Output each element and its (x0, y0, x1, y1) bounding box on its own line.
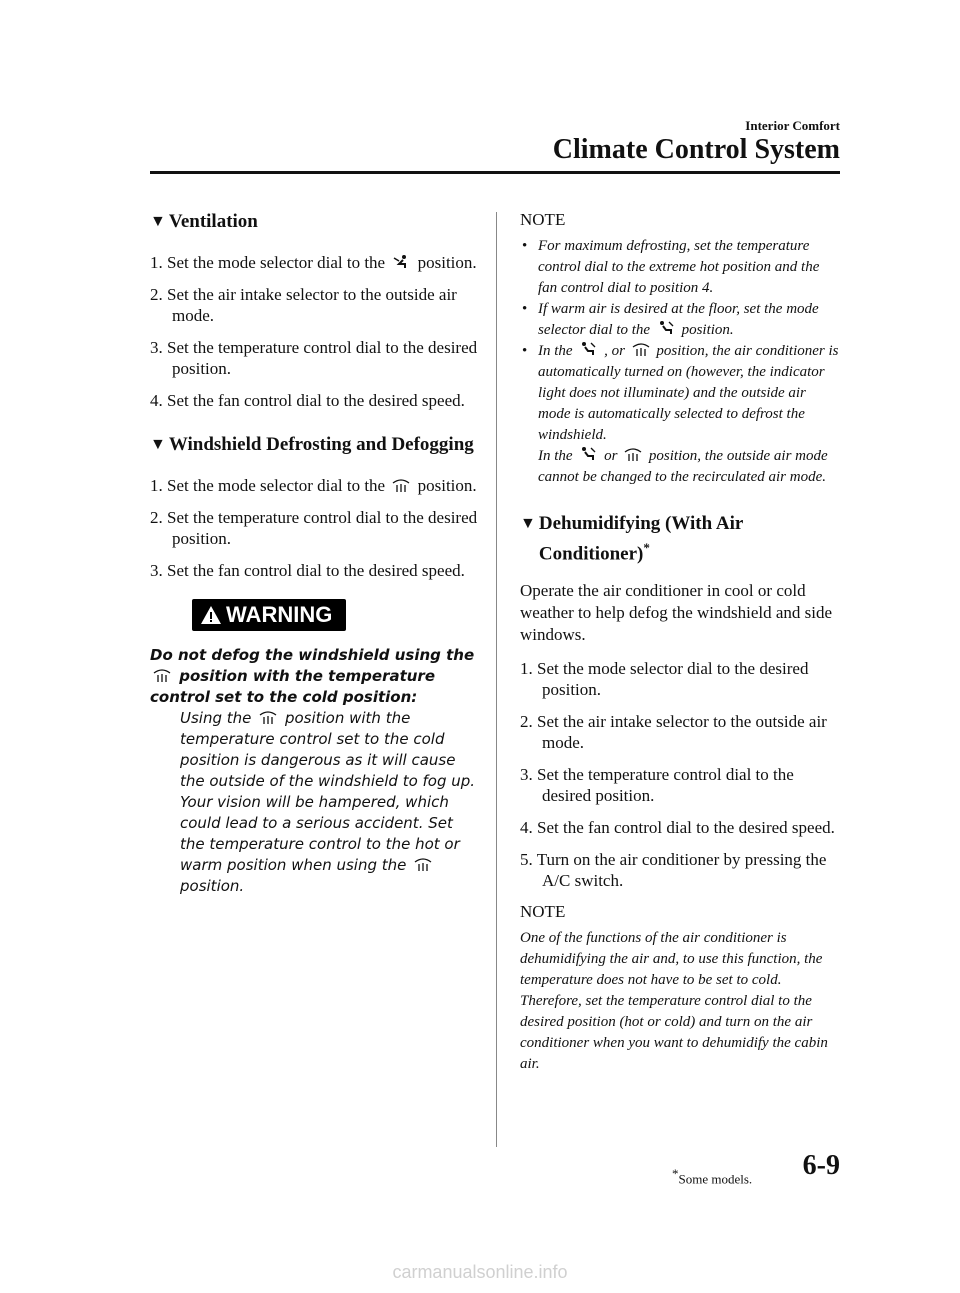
warning-box (150, 599, 480, 897)
list-item: 2. Set the air intake selector to the outside air mode. (520, 712, 827, 753)
note-list (520, 236, 840, 488)
note-title: NOTE (520, 902, 566, 922)
list-item: 2. Set the temperature control dial to the desired position. (150, 508, 478, 548)
list-item: 3. Set the fan control dial to the desired speed. (150, 561, 465, 580)
floor-defrost-icon (579, 341, 597, 357)
list-item: 4. Set the fan control dial to the desired speed. (150, 391, 465, 410)
floor-defrost-icon (579, 446, 597, 462)
list-item: 1. Set the mode selector dial to the position. (150, 476, 477, 495)
list-item: • For maximum defrosting, set the temperature control dial to the extreme hot position and the fan control dial to position 4. (520, 236, 840, 299)
defrost-icon (632, 341, 650, 357)
footer-note: *Some models. (672, 1166, 753, 1187)
list-item: • If warm air is desired at the floor, set the mode selector dial to the position. (520, 299, 840, 341)
right-column (520, 210, 840, 1075)
list-item: 2. Set the air intake selector to the outside air mode. (150, 285, 457, 325)
list-item: 1. Set the mode selector dial to the desired position. (520, 659, 809, 700)
header-rule (150, 171, 840, 174)
list-item: 3. Set the temperature control dial to the desired position. (150, 338, 478, 378)
dehumidify-intro: Operate the air conditioner in cool or cold weather to help defog the windshield and side windows. (520, 581, 833, 645)
list-item: 3. Set the temperature control dial to the desired position. (520, 765, 794, 806)
defrost-icon (624, 446, 642, 462)
dehumidify-steps (520, 658, 840, 891)
page-title: Climate Control System (552, 134, 840, 165)
watermark: carmanualsonline.info (392, 1262, 568, 1282)
ventilation-steps (150, 252, 480, 411)
defrost-icon (153, 667, 171, 683)
warning-body: Using the position with the temperature control set to the cold position is dangerous as it will cause the outside of the windshield to fog up. Your vision will be hampered, which could lead to a serious accident. Set the temperature control to the hot or warm position when using the position. (180, 709, 476, 895)
list-item: 1. Set the mode selector dial to the position. (150, 253, 477, 272)
dehumidify-heading: ▼ Dehumidifying (With Air Conditioner)* (520, 513, 743, 565)
defrost-steps (150, 475, 480, 581)
left-column (150, 210, 480, 897)
defrost-icon (259, 709, 277, 725)
defrost-heading: ▼ Windshield Defrosting and Defogging (150, 434, 474, 455)
face-vent-icon (392, 254, 410, 270)
list-item: • In the , or position, the air conditioner is automatically turned on (however, the indicator light does not illuminate) and the outside air mode is automatically selected to defrost the windshield. In the or position, the outside air mode cannot be changed to the recirculated air mode. (520, 341, 840, 488)
header-section: Interior Comfort (745, 118, 840, 133)
note-title: NOTE (520, 210, 566, 229)
list-item: 4. Set the fan control dial to the desired speed. (520, 818, 835, 838)
defrost-icon (392, 477, 410, 493)
floor-defrost-icon (657, 320, 675, 336)
list-item: 5. Turn on the air conditioner by pressing the A/C switch. (520, 850, 827, 891)
ventilation-heading: ▼ Ventilation (150, 211, 258, 232)
column-divider (496, 212, 497, 1147)
warning-lead: Do not defog the windshield using the position with the temperature control set to the cold position: (150, 646, 475, 706)
warning-icon (200, 605, 222, 625)
defrost-icon (414, 856, 432, 872)
note-text: One of the functions of the air conditioner is dehumidifying the air and, to use this function, the temperature does not have to be set to cold. Therefore, set the temperature control dial to the desired position (hot or cold) and turn on the air conditioner when you want to dehumidify the cabin air. (520, 930, 828, 1073)
warning-badge: WARNING (192, 599, 346, 631)
page-number: 6-9 (802, 1150, 840, 1181)
